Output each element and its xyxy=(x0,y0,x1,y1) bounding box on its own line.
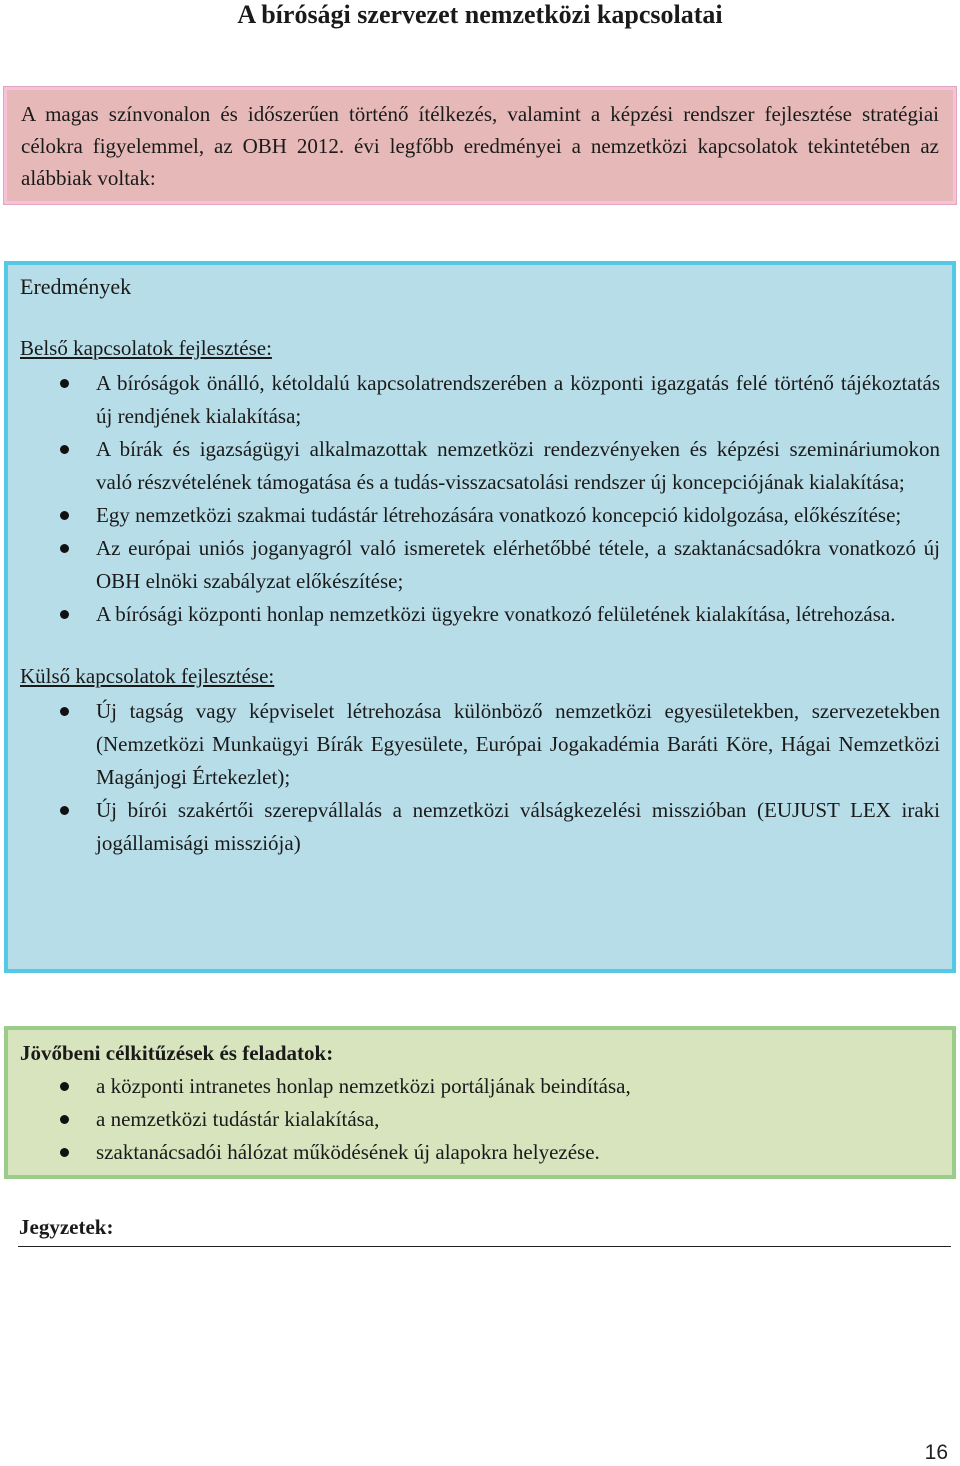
bullet-icon xyxy=(60,544,69,553)
page-title: A bírósági szervezet nemzetközi kapcsolatai xyxy=(237,0,723,29)
bullet-icon xyxy=(60,1082,69,1091)
list-item: Új bírói szakértői szerepvállalás a nemzetközi válságkezelési misszióban (EUJUST LEX iraki jogállamisági missziója) xyxy=(20,794,940,860)
page-number: 16 xyxy=(924,1441,948,1464)
bullet-icon xyxy=(60,511,69,520)
external-relations-heading: Külső kapcsolatok fejlesztése: xyxy=(20,664,275,688)
future-goals-box xyxy=(4,1026,956,1179)
bullet-icon xyxy=(60,1115,69,1124)
list-item: szaktanácsadói hálózat működésének új alapokra helyezése. xyxy=(20,1136,940,1169)
results-box xyxy=(4,261,956,973)
bullet-icon xyxy=(60,1148,69,1157)
future-goals-list xyxy=(20,1070,940,1169)
list-item: Egy nemzetközi szakmai tudástár létrehozására vonatkozó koncepció kidolgozása, előkészítése; xyxy=(20,499,940,532)
bullet-icon xyxy=(60,707,69,716)
internal-relations-heading: Belső kapcsolatok fejlesztése: xyxy=(20,336,272,360)
bullet-icon xyxy=(60,379,69,388)
list-item: A bírósági központi honlap nemzetközi ügyekre vonatkozó felületének kialakítása, létrehozása. xyxy=(20,598,940,631)
bullet-icon xyxy=(60,806,69,815)
list-item: A bíróságok önálló, kétoldalú kapcsolatrendszerében a központi igazgatás felé történő tájékoztatás új rendjének kialakítása; xyxy=(20,367,940,433)
bullet-icon xyxy=(60,445,69,454)
list-item: Az európai uniós joganyagról való ismeretek elérhetőbbé tétele, a szaktanácsadókra vonatkozó új OBH elnöki szabályzat előkészítése; xyxy=(20,532,940,598)
list-item: Új tagság vagy képviselet létrehozása különböző nemzetközi egyesületekben, szervezetekben (Nemzetközi Munkaügyi Bírák Egyesülete, Európai Jogakadémia Baráti Köre, Hágai Nemzetközi Magánjogi Értekezlet); xyxy=(20,695,940,794)
results-heading: Eredmények xyxy=(20,274,132,299)
list-item: a nemzetközi tudástár kialakítása, xyxy=(20,1103,940,1136)
future-goals-heading: Jövőbeni célkitűzések és feladatok: xyxy=(20,1041,334,1065)
intro-text: A magas színvonalon és időszerűen történő ítélkezés, valamint a képzési rendszer fejlesztése stratégiai célokra figyelemmel, az OBH 2012. évi legfőbb eredményei a nemzetközi kapcsolatok tekintetében az alábbiak voltak: xyxy=(21,102,939,190)
bullet-icon xyxy=(60,610,69,619)
external-relations-list xyxy=(20,695,940,860)
list-item: A bírák és igazságügyi alkalmazottak nemzetközi rendezvényeken és képzési szemináriumokon való részvételének támogatása és a tudás-visszacsatolási rendszer új koncepciójának kialakítása; xyxy=(20,433,940,499)
intro-box xyxy=(4,87,956,204)
notes-heading: Jegyzetek: xyxy=(19,1215,114,1239)
list-item: a központi intranetes honlap nemzetközi portáljának beindítása, xyxy=(20,1070,940,1103)
internal-relations-list xyxy=(20,367,940,631)
notes-divider xyxy=(18,1246,951,1247)
